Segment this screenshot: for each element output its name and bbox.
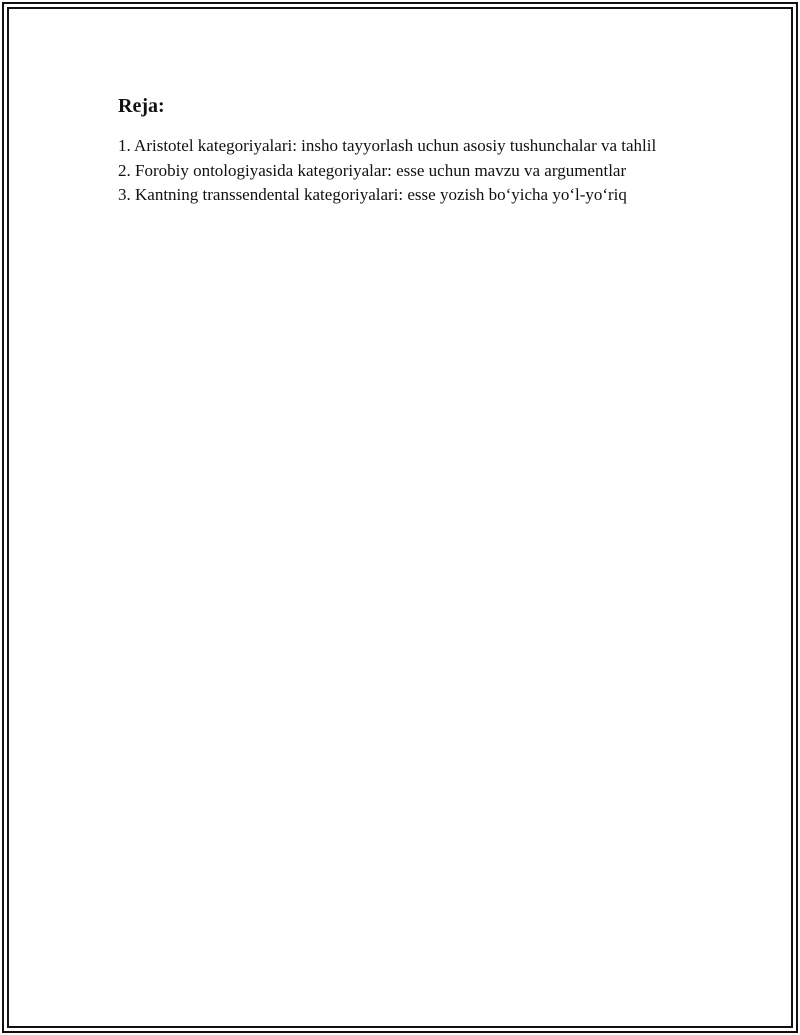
plan-item-3: 3. Kantning transsendental kategoriyalari: esse yozish bo‘yicha yo‘l-yo‘riq bbox=[118, 185, 627, 204]
plan-list bbox=[118, 134, 678, 208]
plan-heading: Reja: bbox=[118, 95, 165, 117]
plan-item-1: 1. Aristotel kategoriyalari: insho tayyorlash uchun asosiy tushunchalar va tahlil bbox=[118, 136, 657, 155]
plan-item-2: 2. Forobiy ontologiyasida kategoriyalar: esse uchun mavzu va argumentlar bbox=[118, 160, 627, 180]
document-content bbox=[118, 92, 678, 208]
